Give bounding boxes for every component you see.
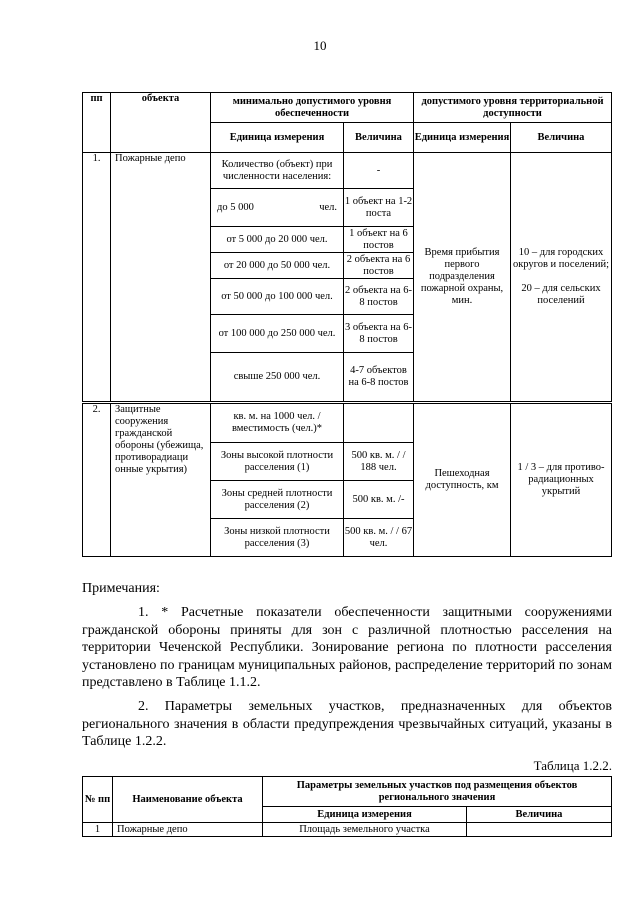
row-1-sub-6-value: 4-7 объектов на 6-8 постов (344, 353, 414, 403)
row-1-access-value-1: 10 – для городских округов и поселений; (512, 247, 610, 270)
notes-title: Примечания: (82, 581, 160, 596)
row-1-sub-2-value: 1 объект на 6 постов (344, 227, 414, 253)
t2-header-num: № пп (83, 777, 113, 823)
fire-safety-table (82, 92, 612, 557)
row-2-access-value: 1 / 3 – для противо-радиационных укрытий (511, 403, 612, 557)
notes-paragraph-1: 1. * Расчетные показатели обеспеченности защитными сооружениями гражданской обороны приняты для зон с различной плотностью расселения на территории Чеченской Республики. Зонирование региона по плотности расселения установлено по границам муниципальных районов, распределение территорий по зонам представлено в Таблице 1.1.2. (82, 605, 612, 690)
row-1-access-value-2: 20 – для сельских поселений (521, 283, 601, 306)
row-2-value-header (344, 403, 414, 443)
header-unit-2: Единица измерения (414, 123, 511, 153)
row-1-sub-6-unit: свыше 250 000 чел. (211, 353, 344, 403)
row-2-access-unit: Пешеходная доступность, км (414, 403, 511, 557)
notes-paragraph-2: 2. Параметры земельных участков, предназначенных для объектов регионального значения в области предупреждения чрезвычайных ситуаций, указаны в Таблице 1.2.2. (82, 699, 612, 749)
t2-header-value: Величина (467, 807, 612, 823)
row-2-name: Защитные сооружения гражданской обороны (убежища, противорадиаци онные укрытия) (111, 403, 211, 557)
row-1-sub-2-unit: от 5 000 до 20 000 чел. (211, 227, 344, 253)
row-1-access-unit: Время прибытия первого подразделения пожарной охраны, мин. (414, 153, 511, 403)
t2-row-1-value (467, 823, 612, 837)
row-2-sub-1-unit: Зоны высокой плотности расселения (1) (211, 443, 344, 481)
row-1-unit-header: Количество (объект) при численности населения: (211, 153, 344, 189)
row-1-value-header: - (344, 153, 414, 189)
row-1-name: Пожарные депо (111, 153, 211, 403)
t2-header-params: Параметры земельных участков под размещения объектов регионального значения (263, 777, 612, 807)
row-1-sub-1-unit: до 5 000 чел. (211, 189, 344, 227)
t2-header-unit: Единица измерения (263, 807, 467, 823)
row-1-sub-4-value: 2 объекта на 6-8 постов (344, 279, 414, 315)
t2-row-1-num: 1 (83, 823, 113, 837)
row-2-unit-header: кв. м. на 1000 чел. / вместимость (чел.)* (211, 403, 344, 443)
row-2-sub-1-value: 500 кв. м. / / 188 чел. (344, 443, 414, 481)
header-min-level: минимально допустимого уровня обеспеченности (211, 93, 414, 123)
row-1-sub-5-value: 3 объекта на 6-8 постов (344, 315, 414, 353)
row-1-access-value (511, 153, 612, 403)
row-2-sub-2-unit: Зоны средней плотности расселения (2) (211, 481, 344, 519)
row-1-sub-1-value: 1 объект на 1-2 поста (344, 189, 414, 227)
t2-row-1-name: Пожарные депо (113, 823, 263, 837)
header-value-2: Величина (511, 123, 612, 153)
row-1-num: 1. (83, 153, 111, 403)
land-parameters-table (82, 776, 612, 837)
row-2-num: 2. (83, 403, 111, 557)
t2-row-1-unit: Площадь земельного участка (263, 823, 467, 837)
page-number: 10 (313, 38, 327, 53)
header-value: Величина (344, 123, 414, 153)
row-2-sub-3-value: 500 кв. м. / / 67 чел. (344, 519, 414, 557)
row-2-sub-2-value: 500 кв. м. /- (344, 481, 414, 519)
header-access-level: допустимого уровня территориальной доступности (414, 93, 612, 123)
table-2-caption: Таблица 1.2.2. (533, 758, 612, 773)
header-object: объекта (111, 93, 211, 153)
table-row (83, 823, 612, 837)
row-1-sub-3-value: 2 объекта на 6 постов (344, 253, 414, 279)
header-unit: Единица измерения (211, 123, 344, 153)
row-1-sub-4-unit: от 50 000 до 100 000 чел. (211, 279, 344, 315)
row-1-sub-5-unit: от 100 000 до 250 000 чел. (211, 315, 344, 353)
t2-header-name: Наименование объекта (113, 777, 263, 823)
row-2-sub-3-unit: Зоны низкой плотности расселения (3) (211, 519, 344, 557)
row-1-sub-3-unit: от 20 000 до 50 000 чел. (211, 253, 344, 279)
header-pp: пп (83, 93, 111, 153)
